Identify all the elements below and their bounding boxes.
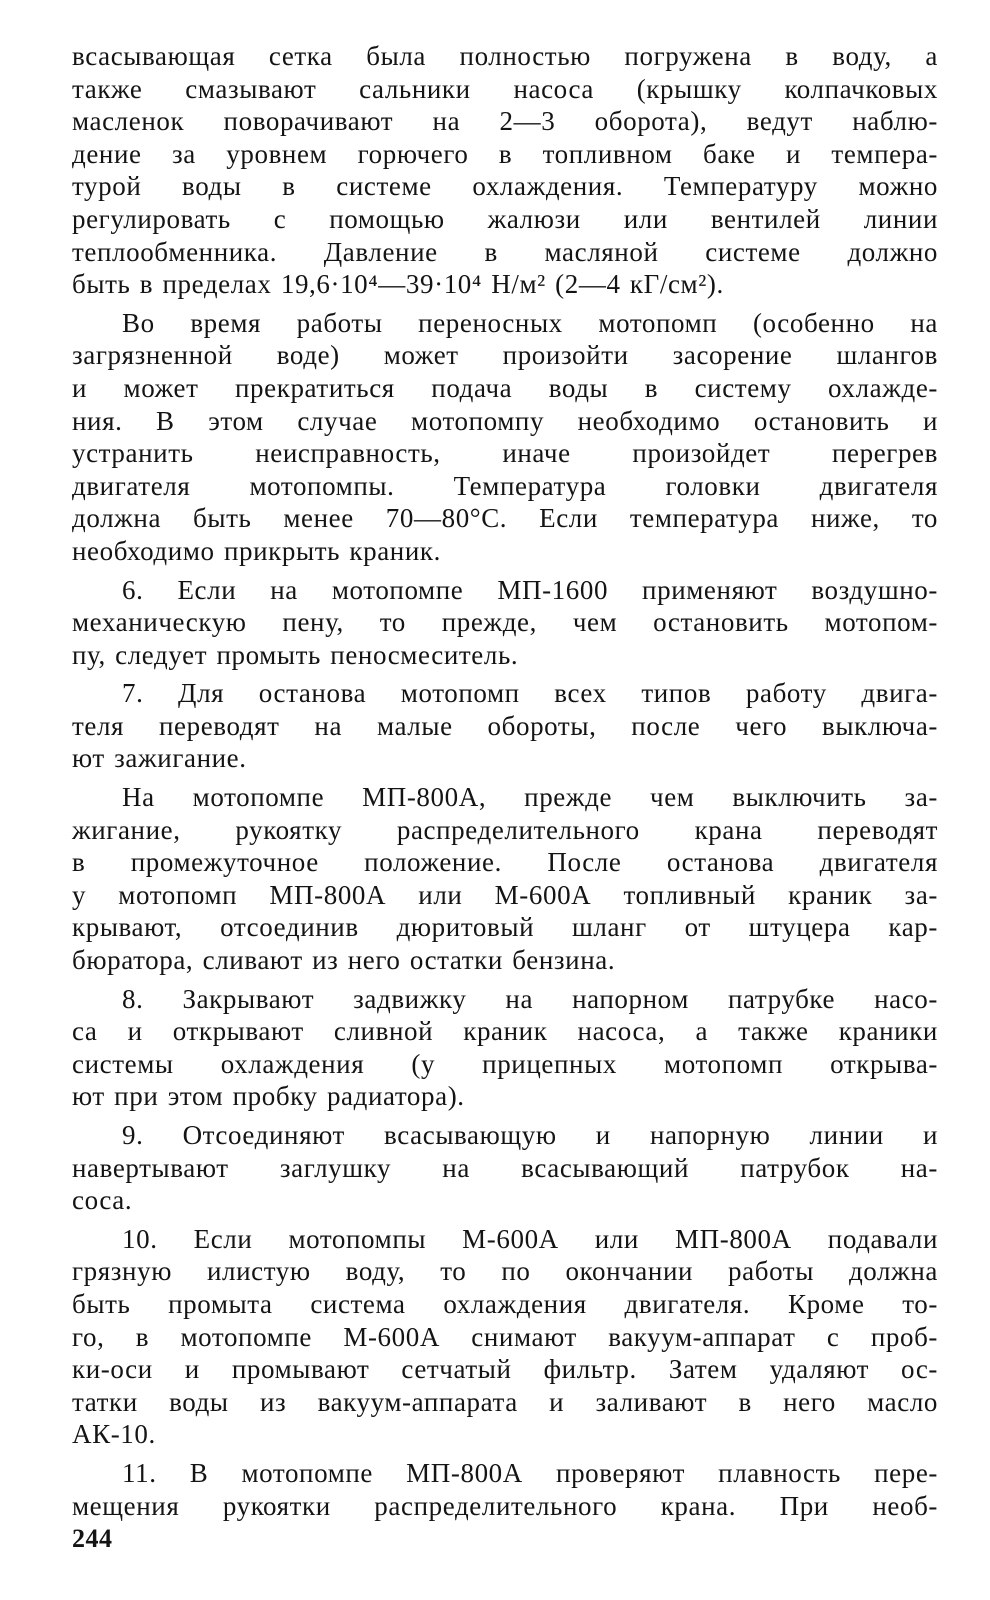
text-line: грязную илистую воду, то по окончании работы должна [72,1256,938,1287]
text-line: теля переводят на малые обороты, после чего выключа- [72,710,938,741]
page-text [72,40,938,1528]
text-line: са и открывают сливной краник насоса, а также краники [72,1016,938,1047]
text-line: загрязненной воде) может произойти засорение шлангов [72,340,938,371]
text-line: соса. [72,1185,133,1216]
text-line: регулировать с помощью жалюзи или вентилей линии [72,203,938,234]
paragraph [72,781,938,977]
text-line: 8. Закрывают задвижку на напорном патрубке насо- [122,983,938,1014]
text-line: устранить неисправность, иначе произойдет перегрев [72,438,938,469]
page-number: 244 [72,1524,113,1553]
text-line: 10. Если мотопомпы М-600А или МП-800А подавали [122,1223,938,1254]
text-line: жигание, рукоятку распределительного крана переводят [72,814,938,845]
text-line: 9. Отсоединяют всасывающую и напорную линии и [122,1120,938,1150]
text-line: навертывают заглушку на всасывающий патрубок на- [72,1152,938,1183]
text-line: мещения рукоятки распределительного крана. При необ- [72,1490,938,1521]
text-line: масленок поворачивают на 2—3 оборота), ведут наблю- [72,106,938,137]
text-line: системы охлаждения (у прицепных мотопомп открыва- [72,1048,938,1079]
text-line: быть промыта система охлаждения двигателя. Кроме то- [72,1288,938,1319]
text-line: теплообменника. Давление в масляной системе должно [72,236,938,267]
text-line: необходимо прикрыть краник. [72,535,441,566]
text-line: ния. В этом случае мотопомпу необходимо остановить и [72,405,938,436]
text-line: быть в пределах 19,6·10⁴—39·10⁴ Н/м² (2—4 кГ/см²). [72,269,724,300]
text-line: пу, следует промыть пеносмеситель. [72,639,519,670]
paragraph [72,1457,938,1522]
text-line: и может прекратиться подача воды в систему охлажде- [72,372,938,403]
text-line: в промежуточное положение. После останова двигателя [72,847,938,878]
text-line: у мотопомп МП-800А или М-600А топливный краник за- [72,879,938,910]
text-line: 6. Если на мотопомпе МП-1600 применяют воздушно- [122,574,938,605]
paragraph [72,983,938,1113]
text-line: бюратора, сливают из него остатки бензина. [72,945,616,976]
text-line: также смазывают сальники насоса (крышку колпачковых [72,73,938,104]
text-line: На мотопомпе МП-800А, прежде чем выключить за- [122,782,938,813]
text-line: Во время работы переносных мотопомп (особенно на [122,307,938,338]
text-line: 11. В мотопомпе МП-800А проверяют плавность пере- [122,1457,938,1488]
text-line: ют зажигание. [72,743,247,774]
paragraph [72,307,938,568]
text-line: ют при этом пробку радиатора). [72,1081,465,1112]
text-line: 7. Для останова мотопомп всех типов работу двига- [122,678,938,709]
text-line: всасывающая сетка была полностью погружена в воду, а [72,41,938,71]
paragraph [72,574,938,672]
text-line: го, в мотопомпе М-600А снимают вакуум-аппарат с проб- [72,1321,938,1352]
paragraph [72,1119,938,1217]
text-line: механическую пену, то прежде, чем остановить мотопом- [72,607,938,638]
text-line: должна быть менее 70—80°С. Если температура ниже, то [72,503,938,534]
paragraph [72,40,938,301]
paragraph [72,677,938,775]
text-line: двигателя мотопомпы. Температура головки двигателя [72,470,938,501]
text-line: турой воды в системе охлаждения. Температуру можно [72,171,938,202]
text-line: крывают, отсоединив дюритовый шланг от штуцера кар- [72,912,938,943]
text-line: дение за уровнем горючего в топливном баке и темпера- [72,138,938,169]
text-line: татки воды из вакуум-аппарата и заливают в него масло [72,1386,938,1417]
paragraph [72,1223,938,1451]
text-line: ки-оси и промывают сетчатый фильтр. Затем удаляют ос- [72,1354,938,1385]
text-line: АК-10. [72,1419,156,1450]
